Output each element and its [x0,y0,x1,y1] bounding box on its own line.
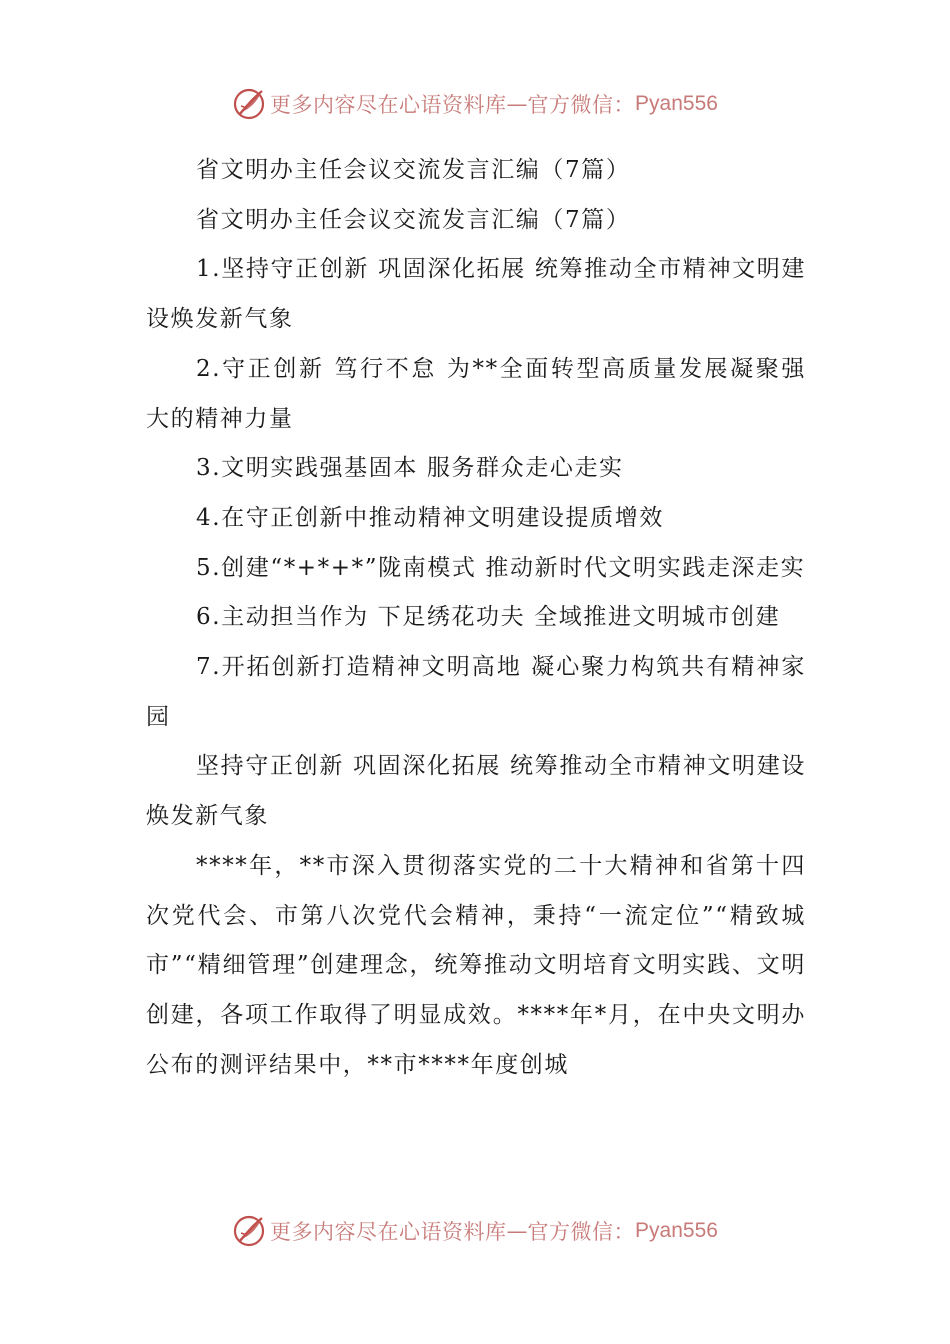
body-paragraph: ****年，**市深入贯彻落实党的二十大精神和省第十四次党代会、市第八次党代会精神，秉持“一流定位”“精致城市”“精细管理”创建理念，统筹推动文明培育文明实践、文明创建，各项工作取得了明显成效。****年*月，在中央文明办公布的测评结果中，**市****年度创城 [146,852,806,1078]
toc-item-1: 1.坚持守正创新 巩固深化拓展 统筹推动全市精神文明建设焕发新气象 [146,256,806,333]
header-watermark [0,84,950,124]
watermark-text: 更多内容尽在心语资料库 [270,93,507,117]
doc-title: 省文明办主任会议交流发言汇编（7篇） [196,157,631,183]
toc-item-5: 5.创建“*+*+*”陇南模式 推动新时代文明实践走深走实 [196,554,806,581]
quill-logo-icon [232,1214,266,1248]
footer-watermark [0,1211,950,1251]
watermark-suffix: 官方微信： [527,1220,636,1244]
toc-item-3: 3.文明实践强基固本 服务群众走心走实 [196,455,624,482]
toc-item-2: 2.守正创新 笃行不怠 为**全面转型高质量发展凝聚强大的精神力量 [146,355,806,432]
watermark-separator: — [506,1219,528,1243]
watermark-suffix: 官方微信： [527,93,636,117]
watermark-id: Pyan556 [635,92,718,115]
toc-item-7: 7.开拓创新打造精神文明高地 凝心聚力构筑共有精神家园 [146,654,806,730]
watermark-separator: — [506,92,528,116]
watermark-id: Pyan556 [635,1219,718,1242]
quill-logo-icon [232,87,266,121]
watermark-text: 更多内容尽在心语资料库 [270,1220,507,1244]
toc-item-6: 6.主动担当作为 下足绣花功夫 全域推进文明城市创建 [196,604,781,631]
toc-item-4: 4.在守正创新中推动精神文明建设提质增效 [196,504,664,531]
section-heading: 坚持守正创新 巩固深化拓展 统筹推动全市精神文明建设焕发新气象 [146,753,806,830]
doc-subtitle: 省文明办主任会议交流发言汇编（7篇） [196,206,631,233]
document-body [146,146,806,1090]
